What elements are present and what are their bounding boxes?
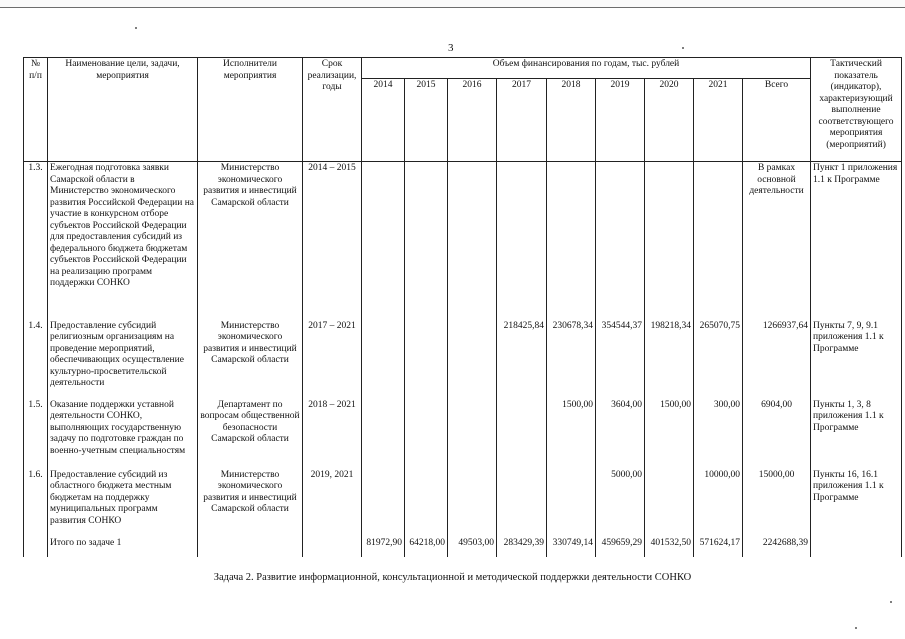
totals-term: [303, 537, 362, 557]
row-term: 2014 – 2015: [303, 162, 362, 320]
row-term: 2017 – 2021: [303, 320, 362, 399]
totals-row: [24, 537, 902, 557]
row-value: [547, 469, 596, 537]
scan-speck: [135, 27, 137, 29]
row-indicator: Пункты 1, 3, 8 приложения 1.1 к Программе: [811, 399, 902, 469]
row-value: 3604,00: [596, 399, 645, 469]
row-name: Предоставление субсидий из областного бюджета местным бюджетам на поддержку муниципальных программ развития СОНКО: [48, 469, 198, 537]
row-value: [694, 162, 743, 320]
row-num: 1.3.: [24, 162, 48, 320]
row-value: 354544,37: [596, 320, 645, 399]
row-value: [362, 469, 405, 537]
row-value: 5000,00: [596, 469, 645, 537]
row-name: Оказание поддержки уставной деятельности СОНКО, выполняющих государственную задачу по подготовке граждан по военно-учетным специальностям: [48, 399, 198, 469]
scan-speck: [682, 47, 684, 49]
row-exec: Министерство экономического развития и инвестиций Самарской области: [198, 320, 303, 399]
program-table: [23, 57, 902, 557]
page-number: 3: [448, 42, 454, 54]
totals-value: 459659,29: [596, 537, 645, 557]
header-year: 2014: [362, 79, 405, 162]
totals-exec: [198, 537, 303, 557]
row-total: В рамках основной деятельности: [743, 162, 811, 320]
row-num: 1.5.: [24, 399, 48, 469]
row-total: 15000,00: [743, 469, 811, 537]
row-value: 1500,00: [547, 399, 596, 469]
row-value: [497, 469, 547, 537]
row-value: [448, 399, 497, 469]
totals-value: 64218,00: [405, 537, 448, 557]
row-term: 2019, 2021: [303, 469, 362, 537]
row-name: Предоставление субсидий религиозным организациям на проведение мероприятий, обеспечивающих осуществление культурно-просветительской деятельности: [48, 320, 198, 399]
row-value: [497, 162, 547, 320]
table-row: [24, 162, 902, 320]
task-2-heading: Задача 2. Развитие информационной, консультационной и методической поддержки деятельности СОНКО: [213, 572, 692, 583]
totals-value: 49503,00: [448, 537, 497, 557]
row-value: [596, 162, 645, 320]
row-value: [405, 162, 448, 320]
row-value: [362, 320, 405, 399]
row-name: Ежегодная подготовка заявки Самарской области в Министерство экономического развития Российской Федерации на участие в конкурсном отборе субъектов Российской Федерации для предоставления субсидий из федерального бюджета бюджетам субъектов Российской Федерации на реализацию программ поддержки СОНКО: [48, 162, 198, 320]
row-value: [405, 469, 448, 537]
header-year: 2021: [694, 79, 743, 162]
header-finance: Объем финансирования по годам, тыс. рублей: [362, 58, 811, 79]
totals-value: 401532,50: [645, 537, 694, 557]
header-term: Срок реализации, годы: [303, 58, 362, 162]
row-value: 265070,75: [694, 320, 743, 399]
header-year: 2017: [497, 79, 547, 162]
totals-value: 81972,90: [362, 537, 405, 557]
totals-indicator: [811, 537, 902, 557]
totals-label: Итого по задаче 1: [48, 537, 198, 557]
totals-value: 283429,39: [497, 537, 547, 557]
row-total: 1266937,64: [743, 320, 811, 399]
row-exec: Департамент по вопросам общественной безопасности Самарской области: [198, 399, 303, 469]
row-value: 1500,00: [645, 399, 694, 469]
header-exec: Исполнители мероприятия: [198, 58, 303, 162]
row-value: 230678,34: [547, 320, 596, 399]
row-value: 218425,84: [497, 320, 547, 399]
table-row: [24, 320, 902, 399]
scan-speck: [855, 627, 857, 629]
totals-total: 2242688,39: [743, 537, 811, 557]
header-year: 2020: [645, 79, 694, 162]
scan-edge: [0, 0, 905, 8]
row-value: [547, 162, 596, 320]
row-value: [362, 399, 405, 469]
row-value: [405, 320, 448, 399]
row-value: [448, 162, 497, 320]
table-row: [24, 399, 902, 469]
row-indicator: Пункты 7, 9, 9.1 приложения 1.1 к Программе: [811, 320, 902, 399]
scan-speck: [890, 601, 892, 603]
row-value: [645, 162, 694, 320]
row-indicator: Пункт 1 приложения 1.1 к Программе: [811, 162, 902, 320]
row-value: [497, 399, 547, 469]
header-total: Всего: [743, 79, 811, 162]
header-num: № п/п: [24, 58, 48, 162]
header-year: 2019: [596, 79, 645, 162]
row-term: 2018 – 2021: [303, 399, 362, 469]
totals-value: 571624,17: [694, 537, 743, 557]
row-total: 6904,00: [743, 399, 811, 469]
row-exec: Министерство экономического развития и инвестиций Самарской области: [198, 162, 303, 320]
row-num: 1.6.: [24, 469, 48, 537]
header-indicator: Тактический показатель (индикатор), характеризующий выполнение соответствующего мероприятия (мероприятий): [811, 58, 902, 162]
header-year: 2015: [405, 79, 448, 162]
row-value: 300,00: [694, 399, 743, 469]
row-exec: Министерство экономического развития и инвестиций Самарской области: [198, 469, 303, 537]
row-value: [362, 162, 405, 320]
row-value: 10000,00: [694, 469, 743, 537]
row-indicator: Пункты 16, 16.1 приложения 1.1 к Программе: [811, 469, 902, 537]
totals-value: 330749,14: [547, 537, 596, 557]
row-value: [405, 399, 448, 469]
header-year: 2018: [547, 79, 596, 162]
row-value: [448, 469, 497, 537]
row-num: 1.4.: [24, 320, 48, 399]
row-value: 198218,34: [645, 320, 694, 399]
row-value: [645, 469, 694, 537]
totals-num: [24, 537, 48, 557]
table-row: [24, 469, 902, 537]
header-year: 2016: [448, 79, 497, 162]
header-name: Наименование цели, задачи, мероприятия: [48, 58, 198, 162]
row-value: [448, 320, 497, 399]
